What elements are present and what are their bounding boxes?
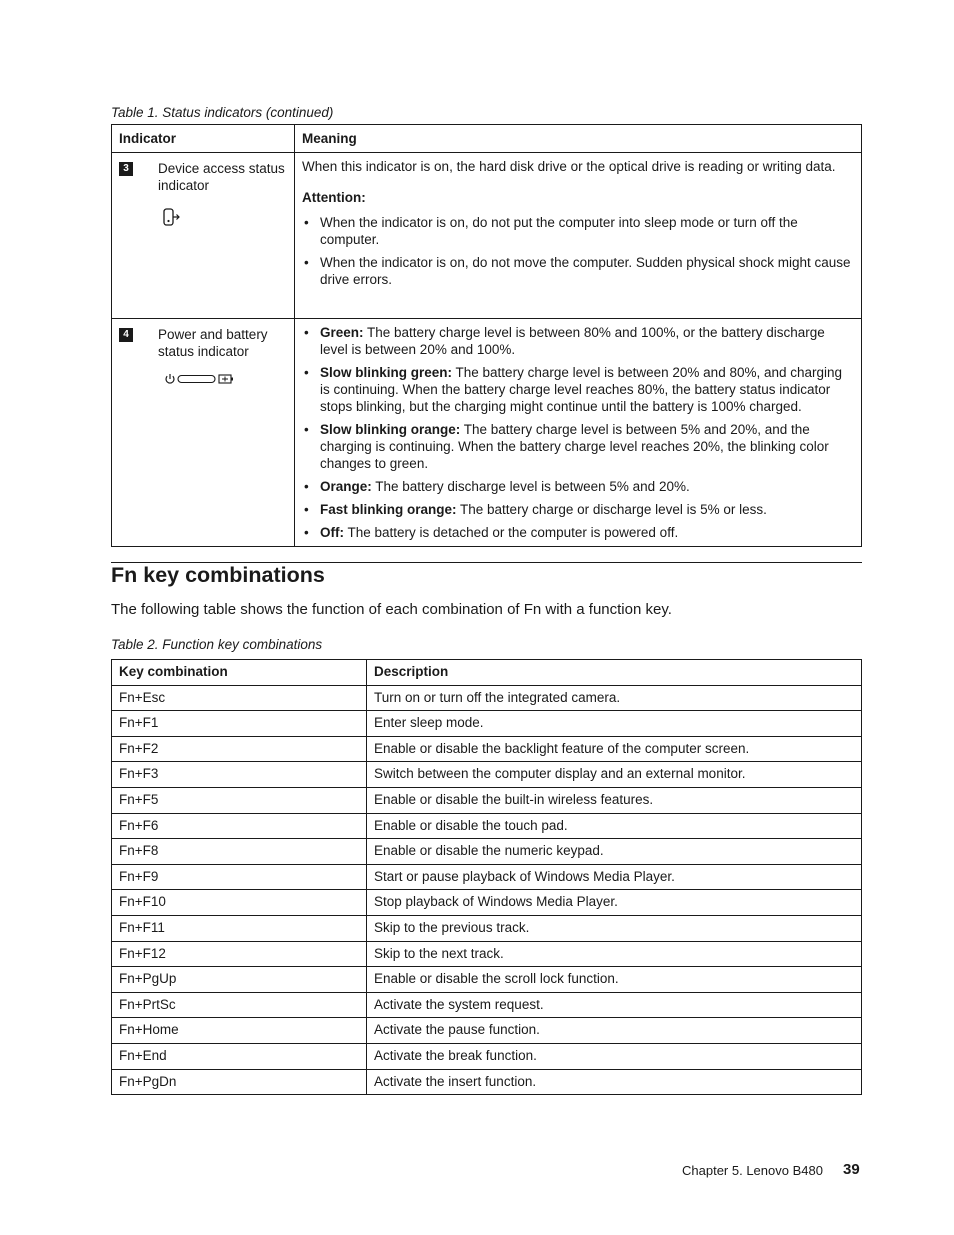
description-cell: Enable or disable the numeric keypad.: [367, 839, 862, 865]
table1-caption: Table 1. Status indicators (continued): [111, 105, 334, 120]
list-item: [302, 478, 854, 495]
key-combination-cell: Fn+PgUp: [112, 967, 367, 993]
table-row: [112, 787, 862, 813]
bullet-list: [302, 214, 854, 288]
list-item: [302, 364, 854, 415]
bullet-text: The battery is detached or the computer is powered off.: [347, 525, 679, 540]
key-combination-cell: Fn+PrtSc: [112, 992, 367, 1018]
table-row: [112, 685, 862, 711]
description-cell: Enable or disable the built-in wireless features.: [367, 787, 862, 813]
key-combination-cell: Fn+End: [112, 1043, 367, 1069]
column-header-key: Key combination: [112, 660, 367, 686]
meaning-intro: When this indicator is on, the hard disk drive or the optical drive is reading or writing data.: [302, 159, 836, 174]
table-row: [112, 736, 862, 762]
table-row: [112, 319, 862, 547]
callout-number-badge: 4: [119, 328, 133, 342]
table-row: [112, 762, 862, 788]
indicator-cell: [112, 319, 295, 547]
key-combination-cell: Fn+F12: [112, 941, 367, 967]
column-header-meaning: Meaning: [295, 125, 862, 153]
table-row: [112, 915, 862, 941]
section-intro: The following table shows the function of each combination of Fn with a function key.: [111, 601, 672, 618]
description-cell: Stop playback of Windows Media Player.: [367, 890, 862, 916]
description-cell: Skip to the previous track.: [367, 915, 862, 941]
description-cell: Enter sleep mode.: [367, 711, 862, 737]
description-cell: Activate the pause function.: [367, 1018, 862, 1044]
list-item: [302, 524, 854, 541]
bullet-term: Off:: [320, 525, 344, 540]
column-header-description: Description: [367, 660, 862, 686]
key-combination-cell: Fn+F3: [112, 762, 367, 788]
function-key-table-body: [112, 685, 862, 1095]
bullet-text: When the indicator is on, do not put the computer into sleep mode or turn off the computer.: [320, 215, 798, 247]
list-item: [302, 421, 854, 472]
bullet-text: The battery charge level is between 5% and 20%, and the charging is continuing. When the battery charge level reaches 20%, the blinking color changes to green.: [320, 422, 829, 471]
bullet-term: Slow blinking orange:: [320, 422, 461, 437]
table-row: [112, 967, 862, 993]
key-combination-cell: Fn+PgDn: [112, 1069, 367, 1095]
bullet-text: The battery charge level is between 20% and 80%, and charging is continuing. When the battery charge level reaches 80%, the battery status indicator stops blinking, but the charging might continue until the battery is 100% charged.: [320, 365, 843, 414]
description-cell: Enable or disable the scroll lock function.: [367, 967, 862, 993]
bullet-text: When the indicator is on, do not move the computer. Sudden physical shock might cause drive errors.: [320, 255, 851, 287]
bullet-list: [302, 324, 854, 541]
bullet-text: The battery discharge level is between 5% and 20%.: [375, 479, 690, 494]
section-title: Fn key combinations: [111, 563, 325, 587]
table-row: [112, 1043, 862, 1069]
list-item: [302, 254, 854, 288]
callout-number-badge: 3: [119, 162, 133, 176]
column-header-indicator: Indicator: [112, 125, 295, 153]
key-combination-cell: Fn+F8: [112, 839, 367, 865]
bullet-term: Fast blinking orange:: [320, 502, 457, 517]
key-combination-cell: Fn+Home: [112, 1018, 367, 1044]
status-indicators-table: [111, 124, 862, 547]
table-row: [112, 153, 862, 319]
table-header-row: [112, 125, 862, 153]
indicator-label: Power and battery status indicator: [158, 327, 268, 359]
description-cell: Enable or disable the backlight feature of the computer screen.: [367, 736, 862, 762]
function-key-table: [111, 659, 862, 1095]
key-combination-cell: Fn+F6: [112, 813, 367, 839]
bullet-term: Green:: [320, 325, 364, 340]
table-row: [112, 1018, 862, 1044]
table-row: [112, 711, 862, 737]
list-item: [302, 324, 854, 358]
bullet-term: Orange:: [320, 479, 372, 494]
footer-chapter: Chapter 5. Lenovo B480: [682, 1163, 823, 1178]
bullet-text: The battery charge or discharge level is 5% or less.: [460, 502, 767, 517]
key-combination-cell: Fn+F9: [112, 864, 367, 890]
description-cell: Switch between the computer display and an external monitor.: [367, 762, 862, 788]
description-cell: Activate the system request.: [367, 992, 862, 1018]
table2-caption: Table 2. Function key combinations: [111, 637, 323, 652]
page-number: 39: [843, 1161, 860, 1178]
description-cell: Enable or disable the touch pad.: [367, 813, 862, 839]
description-cell: Turn on or turn off the integrated camera.: [367, 685, 862, 711]
key-combination-cell: Fn+F5: [112, 787, 367, 813]
description-cell: Start or pause playback of Windows Media Player.: [367, 864, 862, 890]
list-item: [302, 214, 854, 248]
description-cell: Skip to the next track.: [367, 941, 862, 967]
bullet-text: The battery charge level is between 80% and 100%, or the battery discharge level is between 20% and 100%.: [320, 325, 825, 357]
key-combination-cell: Fn+Esc: [112, 685, 367, 711]
table-row: [112, 813, 862, 839]
table-row: [112, 941, 862, 967]
table-row: [112, 992, 862, 1018]
table-row: [112, 839, 862, 865]
key-combination-cell: Fn+F1: [112, 711, 367, 737]
description-cell: Activate the insert function.: [367, 1069, 862, 1095]
table-row: [112, 864, 862, 890]
power-battery-icon: [164, 372, 236, 386]
table-header-row: [112, 660, 862, 686]
indicator-label: Device access status indicator: [158, 161, 285, 193]
list-item: [302, 501, 854, 518]
key-combination-cell: Fn+F10: [112, 890, 367, 916]
attention-label: Attention:: [302, 190, 366, 205]
key-combination-cell: Fn+F11: [112, 915, 367, 941]
hard-disk-icon: [162, 208, 182, 228]
description-cell: Activate the break function.: [367, 1043, 862, 1069]
indicator-cell: [112, 153, 295, 319]
key-combination-cell: Fn+F2: [112, 736, 367, 762]
table-row: [112, 890, 862, 916]
meaning-cell: [295, 153, 862, 319]
table-row: [112, 1069, 862, 1095]
meaning-cell: [295, 319, 862, 547]
bullet-term: Slow blinking green:: [320, 365, 453, 380]
